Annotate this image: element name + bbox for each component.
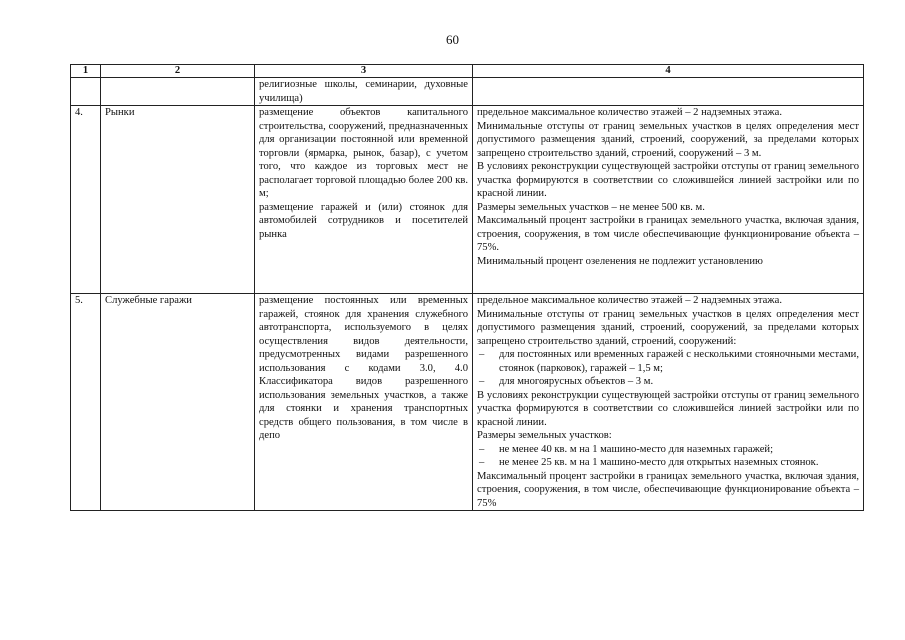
cell-empty — [71, 78, 101, 106]
table-row-continuation — [71, 78, 864, 106]
use-parameters — [473, 106, 864, 294]
list-item: – для постоянных или временных гаражей с несколькими стояночными местами, стоянок (парковок), гаражей – 1,5 м; — [477, 348, 859, 375]
description-paragraph: размещение объектов капитального строительства, сооружений, предназначенных для организации постоянной или временной торговли (ярмарка, рынок, базар), с учетом того, что каждое из торговых мест не располагает торговой площадью более 200 кв. м; — [259, 107, 468, 199]
table-header-row — [71, 65, 864, 78]
cell-empty — [101, 78, 255, 106]
row-number: 4. — [71, 106, 101, 294]
param-paragraph: В условиях реконструкции существующей застройки отступы от границ земельного участка формируются в соответствии со сложившейся линией застройки или по красной линии. — [477, 389, 859, 428]
page-number: 60 — [446, 32, 459, 47]
column-header: 2 — [101, 65, 255, 78]
use-description — [255, 106, 473, 294]
param-paragraph: В условиях реконструкции существующей застройки отступы от границ земельного участка формируются в соответствии со сложившейся линией застройки или по красной линии. — [477, 161, 859, 199]
param-paragraph: Минимальный процент озеленения не подлежит установлению — [477, 255, 763, 267]
size-list — [477, 443, 859, 470]
param-paragraph: Максимальный процент застройки в границах земельного участка, включая здания, строения, сооружения, в том числе, обеспечивающие функционирование объекта – 75% — [477, 470, 859, 509]
use-name: Рынки — [101, 106, 255, 294]
cell-empty — [473, 78, 864, 106]
column-header: 4 — [473, 65, 864, 78]
table-row — [71, 106, 864, 294]
list-item: – для многоярусных объектов – 3 м. — [477, 375, 859, 389]
column-header: 1 — [71, 65, 101, 78]
table-row — [71, 294, 864, 511]
description-paragraph: размещение гаражей и (или) стоянок для автомобилей сотрудников и посетителей рынка — [259, 201, 468, 240]
param-paragraph: Размеры земельных участков: — [477, 430, 612, 441]
param-paragraph: Размеры земельных участков – не менее 500 кв. м. — [477, 201, 705, 213]
param-paragraph: Минимальные отступы от границ земельных участков в целях определения мест допустимого размещения зданий, строений, сооружений, за пределами которых запрещено строительство зданий, строений, сооружений – 3 м. — [477, 120, 859, 159]
setback-list — [477, 348, 859, 389]
column-header: 3 — [255, 65, 473, 78]
use-description — [255, 294, 473, 511]
use-name: Служебные гаражи — [101, 294, 255, 511]
description-paragraph: размещение постоянных или временных гаражей, стоянок для хранения служебного автотранспорта, используемого в целях осуществления видов деятельности, предусмотренных видами разрешенного использования с кодами 3.0, 4.0 Классификатора видов разрешенного использования земельных участков, а также для стоянки и хранения транспортных средств общего пользования, в том числе в депо — [259, 295, 468, 441]
list-item: – не менее 40 кв. м на 1 машино-место для наземных гаражей; — [477, 443, 859, 457]
continuation-text: религиозные школы, семинарии, духовные училища) — [255, 78, 473, 106]
row-number: 5. — [71, 294, 101, 511]
param-paragraph: Минимальные отступы от границ земельных участков в целях определения мест допустимого размещения зданий, строений, сооружений, за пределами которых запрещено строительство зданий, строений, сооружений: — [477, 308, 859, 347]
list-item: – не менее 25 кв. м на 1 машино-место для открытых наземных стоянок. — [477, 456, 859, 470]
use-parameters — [473, 294, 864, 511]
land-use-table — [70, 64, 864, 511]
param-paragraph: предельное максимальное количество этажей – 2 надземных этажа. — [477, 107, 782, 118]
param-paragraph: предельное максимальное количество этажей – 2 надземных этажа. — [477, 295, 782, 306]
param-paragraph: Максимальный процент застройки в границах земельного участка, включая здания, строения, сооружения, в том числе обеспечивающие функционирование объекта – 75%. — [477, 215, 859, 253]
